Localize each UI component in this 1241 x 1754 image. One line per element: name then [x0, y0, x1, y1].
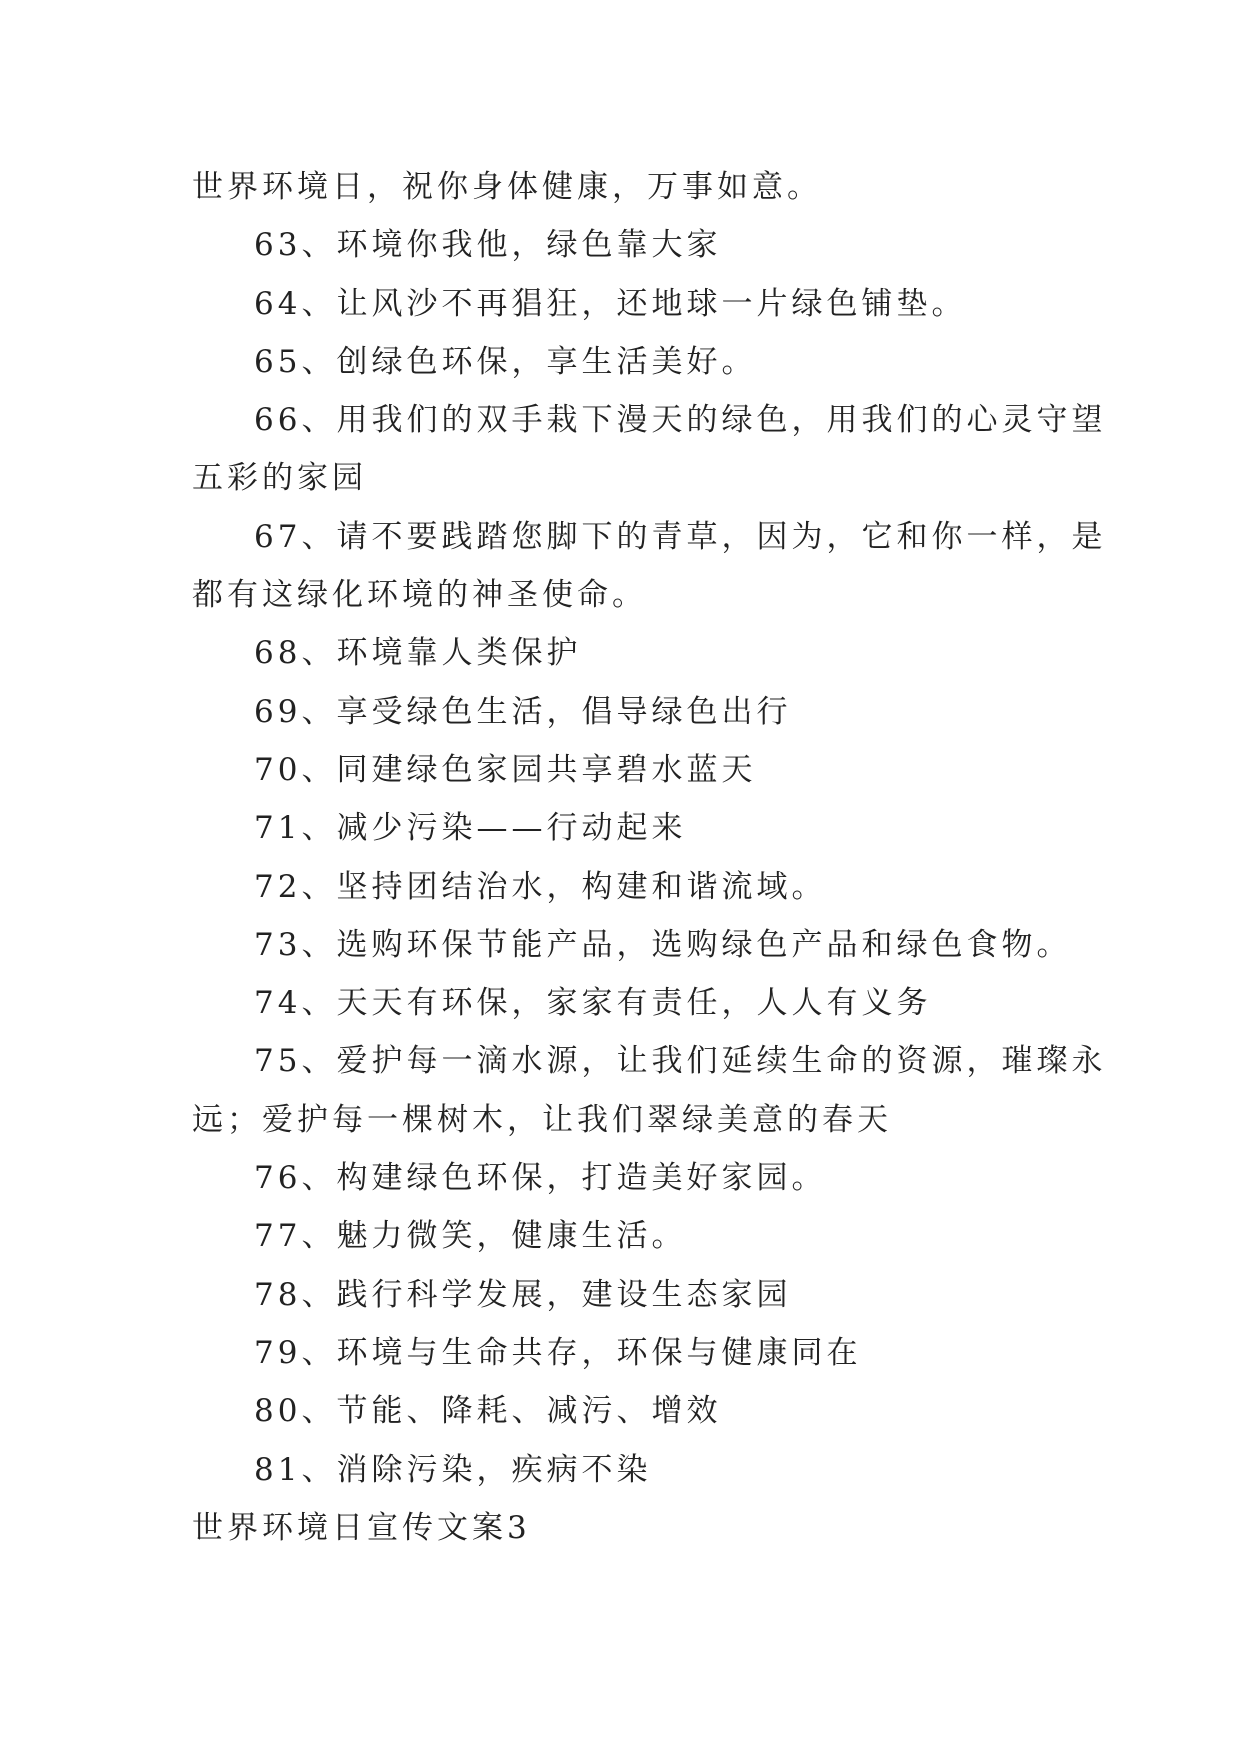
slogan-78: 78、践行科学发展，建设生态家园 [254, 1276, 792, 1313]
slogan-73: 73、选购环保节能产品，选购绿色产品和绿色食物。 [254, 926, 1072, 963]
slogan-66: 66、用我们的双手栽下漫天的绿色，用我们的心灵守望 [254, 402, 1107, 439]
slogan-67: 67、请不要践踏您脚下的青草，因为，它和你一样，是 [254, 518, 1107, 555]
document-body [192, 158, 1107, 1557]
slogan-66-continued: 五彩的家园 [192, 460, 367, 497]
slogan-75-continued: 远；爱护每一棵树木，让我们翠绿美意的春天 [192, 1101, 892, 1138]
slogan-68: 68、环境靠人类保护 [254, 635, 582, 672]
slogan-64: 64、让风沙不再猖狂，还地球一片绿色铺垫。 [254, 285, 967, 322]
text-line: 世界环境日，祝你身体健康，万事如意。 [192, 169, 822, 205]
slogan-79: 79、环境与生命共存，环保与健康同在 [254, 1334, 862, 1371]
slogan-81: 81、消除污染，疾病不染 [254, 1451, 652, 1488]
slogan-72: 72、坚持团结治水，构建和谐流域。 [254, 868, 827, 905]
slogan-67-continued: 都有这绿化环境的神圣使命。 [192, 577, 647, 614]
slogan-70: 70、同建绿色家园共享碧水蓝天 [254, 751, 757, 788]
slogan-69: 69、享受绿色生活，倡导绿色出行 [254, 693, 792, 730]
slogan-65: 65、创绿色环保，享生活美好。 [254, 343, 757, 380]
slogan-75: 75、爱护每一滴水源，让我们延续生命的资源，璀璨永 [254, 1043, 1107, 1080]
slogan-76: 76、构建绿色环保，打造美好家园。 [254, 1160, 827, 1197]
slogan-77: 77、魅力微笑，健康生活。 [254, 1218, 687, 1255]
slogan-80: 80、节能、降耗、减污、增效 [254, 1393, 722, 1430]
slogan-63: 63、环境你我他，绿色靠大家 [254, 227, 722, 264]
slogan-71: 71、减少污染——行动起来 [254, 810, 687, 847]
section-heading: 世界环境日宣传文案3 [192, 1509, 531, 1546]
slogan-74: 74、天天有环保，家家有责任，人人有义务 [254, 985, 932, 1022]
